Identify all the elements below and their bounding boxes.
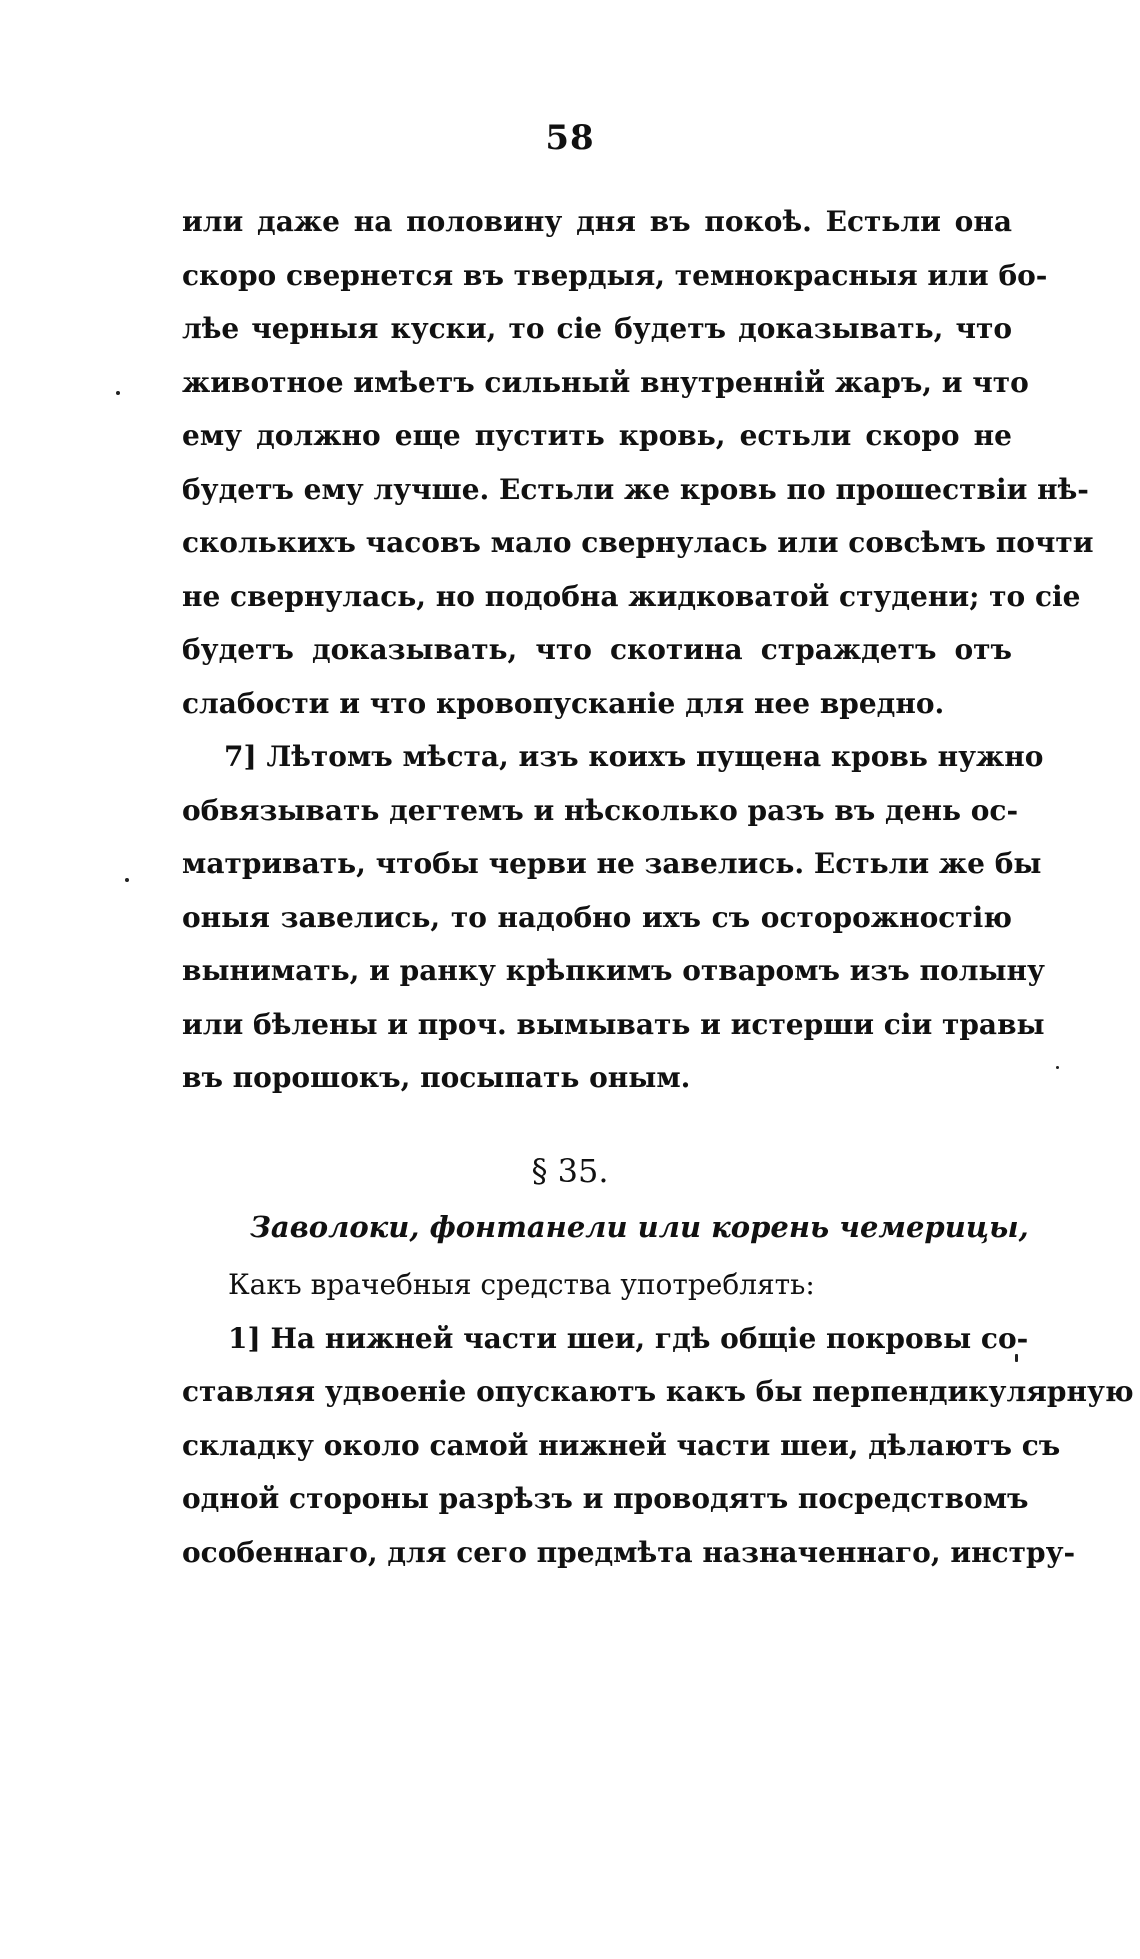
text-line: складку около самой нижней части шеи, дѣлаютъ съ bbox=[182, 1428, 1061, 1462]
text-line: матривать, чтобы черви не завелись. Естьли же бы bbox=[182, 847, 1042, 880]
text-line: ему должно еще пустить кровь, естьли скоро не bbox=[182, 419, 1012, 452]
text-line: не свернулась, но подобна жидковатой студени; то сіе bbox=[182, 579, 1081, 613]
scan-speck bbox=[1056, 1066, 1059, 1069]
text-line: въ порошокъ, посыпать оным. bbox=[182, 1061, 691, 1094]
text-line: оныя завелись, то надобно ихъ съ осторожностію bbox=[182, 900, 1012, 934]
text-line: вынимать, и ранку крѣпкимъ отваромъ изъ полыну bbox=[182, 954, 1045, 987]
text-line: или бѣлены и проч. вымывать и истерши сіи травы bbox=[182, 1007, 1045, 1041]
scan-speck bbox=[116, 391, 120, 395]
text-line: лѣе черныя куски, то сіе будетъ доказывать, что bbox=[182, 312, 1012, 345]
text-line: животное имѣетъ сильный внутренній жаръ, и что bbox=[182, 365, 1029, 399]
page-number: 58 bbox=[545, 118, 595, 158]
text-line: особеннаго, для сего предмѣта назначеннаго, инстру- bbox=[182, 1535, 1076, 1569]
paragraph-3 bbox=[182, 1258, 1134, 1579]
text-line: ставляя удвоеніе опускаютъ какъ бы перпендикулярную bbox=[182, 1375, 1134, 1408]
text-line: обвязывать дегтемъ и нѣсколько разъ въ день ос- bbox=[182, 793, 1019, 827]
scan-speck bbox=[1015, 1354, 1018, 1362]
text-line: сколькихъ часовъ мало свернулась или совсѣмъ почти bbox=[182, 526, 1094, 559]
text-line: Какъ врачебныя средства употреблять: bbox=[228, 1268, 815, 1301]
text-line: 1] На нижней части шеи, гдѣ общіе покровы со- bbox=[228, 1321, 1029, 1355]
text-line: будетъ ему лучше. Естьли же кровь по прошествіи нѣ- bbox=[182, 472, 1089, 506]
text-line: 7] Лѣтомъ мѣста, изъ коихъ пущена кровь нужно bbox=[224, 740, 1044, 773]
text-line: или даже на половину дня въ покоѣ. Естьли она bbox=[182, 205, 1012, 238]
scan-speck bbox=[125, 878, 129, 882]
section-heading: § 35. bbox=[531, 1152, 609, 1190]
paragraph-1-and-2 bbox=[182, 195, 1094, 1105]
text-line: слабости и что кровопусканіе для нее вредно. bbox=[182, 686, 945, 720]
text-line: будетъ доказывать, что скотина страждетъ отъ bbox=[182, 633, 1012, 666]
text-line: одной стороны разрѣзъ и проводятъ посредствомъ bbox=[182, 1482, 1029, 1515]
section-subtitle: Заволоки, фонтанели или корень чемерицы, bbox=[250, 1210, 1029, 1244]
text-line: скоро свернется въ твердыя, темнокрасныя или бо- bbox=[182, 258, 1048, 292]
